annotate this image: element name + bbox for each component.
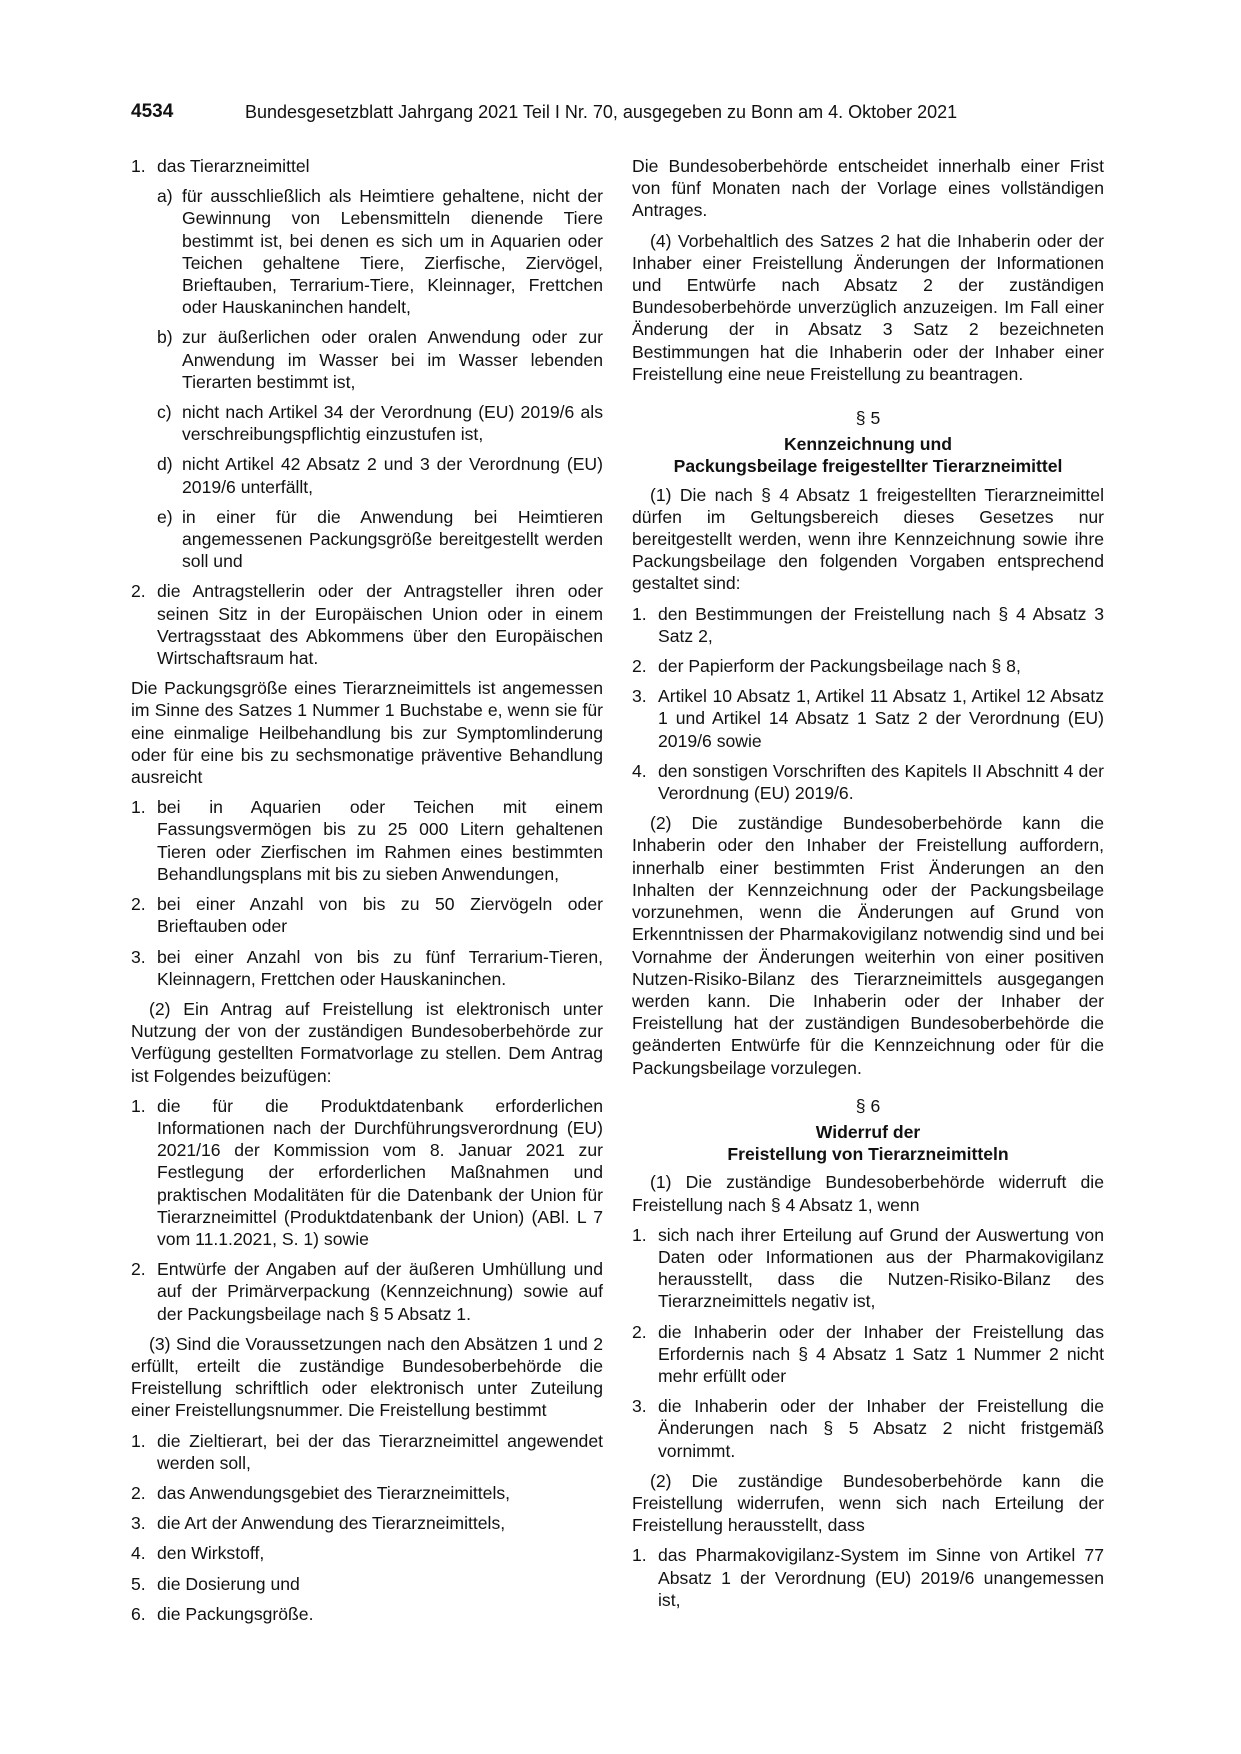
list-text: die Art der Anwendung des Tierarzneimittels, — [157, 1513, 506, 1534]
list-item — [131, 1512, 603, 1534]
sub-list-item — [157, 401, 603, 445]
list-text: bei einer Anzahl von bis zu fünf Terrarium-Tieren, Kleinnagern, Frettchen oder Hauskaninchen. — [157, 946, 603, 989]
list-item — [131, 893, 603, 937]
section-title-line: Packungsbeilage freigestellter Tierarzneimittel — [673, 456, 1063, 477]
section-title-line: Freistellung von Tierarzneimitteln — [727, 1144, 1009, 1165]
paragraph-absatz-4: (4) Vorbehaltlich des Satzes 2 hat die Inhaberin oder der Inhaber einer Freistellung Änderungen der Informationen und Entwürfe nach Absatz 2 der zuständigen Bundesoberbehörde unverzüglich anzuzeigen. Im Fall einer Änderung der in Absatz 3 Satz 2 bezeichneten Bestimmungen hat die Inhaberin oder der Inhaber einer Freistellung eine neue Freistellung zu beantragen. — [632, 230, 1104, 384]
section-number: § 5 — [855, 408, 881, 429]
list-number: 1. — [632, 603, 647, 624]
list-number: 2. — [131, 1259, 146, 1280]
list-text: die Inhaberin oder der Inhaber der Freistellung die Änderungen nach § 5 Absatz 2 nicht fristgemäß vornimmt. — [658, 1396, 1104, 1461]
list-item — [632, 1321, 1104, 1388]
paragraph-packungsgroesse: Die Packungsgröße eines Tierarzneimittels ist angemessen im Sinne des Satzes 1 Nummer 1 Buchstabe e, wenn sie für eine einmalige Heilbehandlung bis zur Symptomlinderung oder für eine bis zu sechsmonatige präventive Behandlung ausreicht — [131, 678, 603, 788]
sub-list-item — [157, 453, 603, 497]
list-item — [131, 580, 603, 669]
list-number: 3. — [632, 1396, 647, 1417]
paragraph-absatz-3: (3) Sind die Voraussetzungen nach den Absätzen 1 und 2 erfüllt, erteilt die zuständige Bundesoberbehörde die Freistellung schriftlich oder elektronisch unter Zuteilung einer Freistellungsnummer. Die Freistellung bestimmt — [131, 1333, 603, 1421]
list-text: die Zieltierart, bei der das Tierarzneimittel angewendet werden soll, — [157, 1430, 603, 1473]
sub-text: in einer für die Anwendung bei Heimtieren angemessenen Packungsgröße bereitgestellt werden soll und — [182, 506, 603, 572]
list-text: Entwürfe der Angaben auf der äußeren Umhüllung und auf der Primärverpackung (Kennzeichnung) sowie auf der Packungsbeilage nach § 5 Absatz 1. — [157, 1259, 603, 1324]
list-number: 1. — [131, 797, 146, 818]
list-number: 1. — [632, 1545, 647, 1566]
list-text: bei in Aquarien oder Teichen mit einem Fassungsvermögen bis zu 25 000 Litern gehaltenen Tieren oder Zierfischen im Rahmen eines bestimmten Behandlungsplans mit bis zu sieben Anwendungen, — [157, 797, 603, 884]
list-text: die Dosierung und — [157, 1573, 300, 1594]
sub-list-item — [157, 185, 603, 318]
list-item — [131, 1542, 603, 1564]
list-number: 1. — [131, 1095, 146, 1116]
list-item — [632, 1224, 1104, 1313]
list-number: 3. — [131, 946, 146, 967]
list-text: die Antragstellerin oder der Antragsteller ihren oder seinen Sitz in der Europäischen Union oder in einem Vertragsstaat des Abkommens über den Europäischen Wirtschaftsraum hat. — [157, 581, 603, 669]
sub-letter: c) — [157, 402, 172, 423]
list-item — [131, 155, 603, 177]
list-text: sich nach ihrer Erteilung auf Grund der Auswertung von Daten oder Informationen aus der Pharmakovigilanz herausstellt, dass die Nutzen-Risiko-Bilanz des Tierarzneimittels negativ ist, — [658, 1224, 1104, 1312]
list-number: 4. — [632, 760, 647, 781]
list-number: 1. — [632, 1224, 647, 1245]
list-number: 2. — [632, 656, 647, 677]
list-number: 2. — [632, 1321, 647, 1342]
list-text: der Papierform der Packungsbeilage nach § 8, — [658, 656, 1021, 677]
list-text: das Tierarzneimittel — [157, 156, 310, 176]
running-title: Bundesgesetzblatt Jahrgang 2021 Teil I Nr. 70, ausgegeben zu Bonn am 4. Oktober 2021 — [245, 102, 958, 122]
list-number: 4. — [131, 1543, 146, 1564]
list-item — [131, 1482, 603, 1504]
list-text: den sonstigen Vorschriften des Kapitels II Abschnitt 4 der Verordnung (EU) 2019/6. — [658, 760, 1104, 804]
list-text: den Wirkstoff, — [157, 1543, 265, 1564]
sub-letter: d) — [157, 454, 173, 475]
paragraph-sec6-absatz-2: (2) Die zuständige Bundesoberbehörde kann die Freistellung widerrufen, wenn sich nach Erteilung der Freistellung herausstellt, dass — [632, 1470, 1104, 1536]
list-item — [131, 1573, 603, 1595]
list-item — [632, 603, 1104, 647]
section-number: § 6 — [855, 1095, 881, 1116]
list-text: das Anwendungsgebiet des Tierarzneimittels, — [157, 1482, 511, 1503]
list-number: 2. — [131, 894, 146, 915]
list-text: die Packungsgröße. — [157, 1603, 314, 1624]
sub-list-item — [157, 326, 603, 393]
list-text: die für die Produktdatenbank erforderlichen Informationen nach der Durchführungsverordnung (EU) 2021/16 der Kommission vom 8. Januar 2021 zur Festlegung der erforderlichen Maßnahmen und praktischen Modalitäten für die Datenbank der Union für Tierarzneimittel (Produktdatenbank der Union) (ABl. L 7 vom 11.1.2021, S. 1) sowie — [157, 1095, 603, 1249]
list-item — [131, 946, 603, 990]
list-number: 5. — [131, 1573, 146, 1594]
list-number: 2. — [131, 581, 146, 602]
list-text: Artikel 10 Absatz 1, Artikel 11 Absatz 1, Artikel 12 Absatz 1 und Artikel 14 Absatz 1 Satz 2 der Verordnung (EU) 2019/6 sowie — [658, 686, 1104, 751]
list-item — [131, 1430, 603, 1474]
list-item — [632, 1544, 1104, 1611]
list-number: 3. — [632, 686, 647, 707]
list-text: das Pharmakovigilanz-System im Sinne von Artikel 77 Absatz 1 der Verordnung (EU) 2019/6 unangemessen ist, — [658, 1545, 1104, 1610]
list-item — [632, 1395, 1104, 1462]
section-title-line: Widerruf der — [815, 1121, 921, 1142]
list-item — [131, 1603, 603, 1625]
section-title — [632, 433, 1104, 477]
paragraph-absatz-2: (2) Ein Antrag auf Freistellung ist elektronisch unter Nutzung der von der zuständigen Bundesoberbehörde zur Verfügung gestellten Formatvorlage zu stellen. Dem Antrag ist Folgendes beizufügen: — [131, 998, 603, 1086]
right-column — [632, 155, 1104, 1619]
sub-text: zur äußerlichen oder oralen Anwendung oder zur Anwendung im Wasser bei im Wasser lebenden Tierarten bestimmt ist, — [182, 327, 603, 392]
sub-text: für ausschließlich als Heimtiere gehaltene, nicht der Gewinnung von Lebensmitteln dienende Tiere bestimmt ist, bei denen es sich um in Aquarien oder Teichen gehaltene Tiere, Zierfische, Ziervögel, Brieftauben, Terrarium-Tiere, Kleinnager, Frettchen oder Hauskaninchen handelt, — [182, 186, 603, 318]
list-item — [632, 655, 1104, 677]
sub-letter: b) — [157, 327, 173, 348]
list-item — [131, 1258, 603, 1325]
list-number: 1. — [131, 156, 146, 176]
list-number: 1. — [131, 1430, 146, 1451]
section-title-line: Kennzeichnung und — [783, 434, 953, 455]
list-text: die Inhaberin oder der Inhaber der Freistellung das Erfordernis nach § 4 Absatz 1 Satz 1 Nummer 2 nicht mehr erfüllt oder — [658, 1321, 1104, 1386]
paragraph-sec5-absatz-2: (2) Die zuständige Bundesoberbehörde kann die Inhaberin oder den Inhaber der Freistellung auffordern, innerhalb einer bestimmten Frist Änderungen an den Inhalten der Kennzeichnung oder der Packungsbeilage vorzunehmen, wenn die Änderungen auf Grund von Erkenntnissen der Pharmakovigilanz notwendig sind und bei Vornahme der Änderungen weiterhin von einer positiven Nutzen-Risiko-Bilanz des Tierarzneimittels ausgegangen werden kann. Die Inhaberin oder der Inhaber der Freistellung hat der zuständigen Bundesoberbehörde die geänderten Entwürfe für die Kennzeichnung oder für die Packungsbeilage vorzulegen. — [632, 813, 1104, 1078]
paragraph-sec5-absatz-1: (1) Die nach § 4 Absatz 1 freigestellten Tierarzneimittel dürfen im Geltungsbereich dieses Gesetzes nur bereitgestellt werden, wenn ihre Kennzeichnung sowie ihre Packungsbeilage den folgenden Vorgaben entsprechend gestaltet sind: — [632, 484, 1104, 594]
sub-text: nicht nach Artikel 34 der Verordnung (EU) 2019/6 als verschreibungspflichtig einzustufen ist, — [182, 402, 603, 445]
list-text: bei einer Anzahl von bis zu 50 Ziervögeln oder Brieftauben oder — [157, 894, 603, 937]
sub-text: nicht Artikel 42 Absatz 2 und 3 der Verordnung (EU) 2019/6 unterfällt, — [182, 454, 603, 497]
list-item — [632, 760, 1104, 804]
section-title — [632, 1121, 1104, 1165]
sub-letter: a) — [157, 186, 173, 207]
list-text: den Bestimmungen der Freistellung nach § 4 Absatz 3 Satz 2, — [658, 603, 1104, 646]
sub-letter: e) — [157, 506, 173, 527]
list-number: 3. — [131, 1513, 146, 1534]
list-item — [131, 796, 603, 885]
sub-list-item — [157, 506, 603, 573]
list-item — [131, 1095, 603, 1250]
list-number: 2. — [131, 1482, 146, 1503]
left-column — [131, 155, 603, 1633]
paragraph-frist: Die Bundesoberbehörde entscheidet innerhalb einer Frist von fünf Monaten nach der Vorlage eines vollständigen Antrages. — [632, 156, 1104, 221]
list-item — [632, 685, 1104, 752]
page-number: 4534 — [131, 101, 174, 122]
list-number: 6. — [131, 1603, 146, 1624]
paragraph-sec6-absatz-1: (1) Die zuständige Bundesoberbehörde widerruft die Freistellung nach § 4 Absatz 1, wenn — [632, 1172, 1104, 1215]
